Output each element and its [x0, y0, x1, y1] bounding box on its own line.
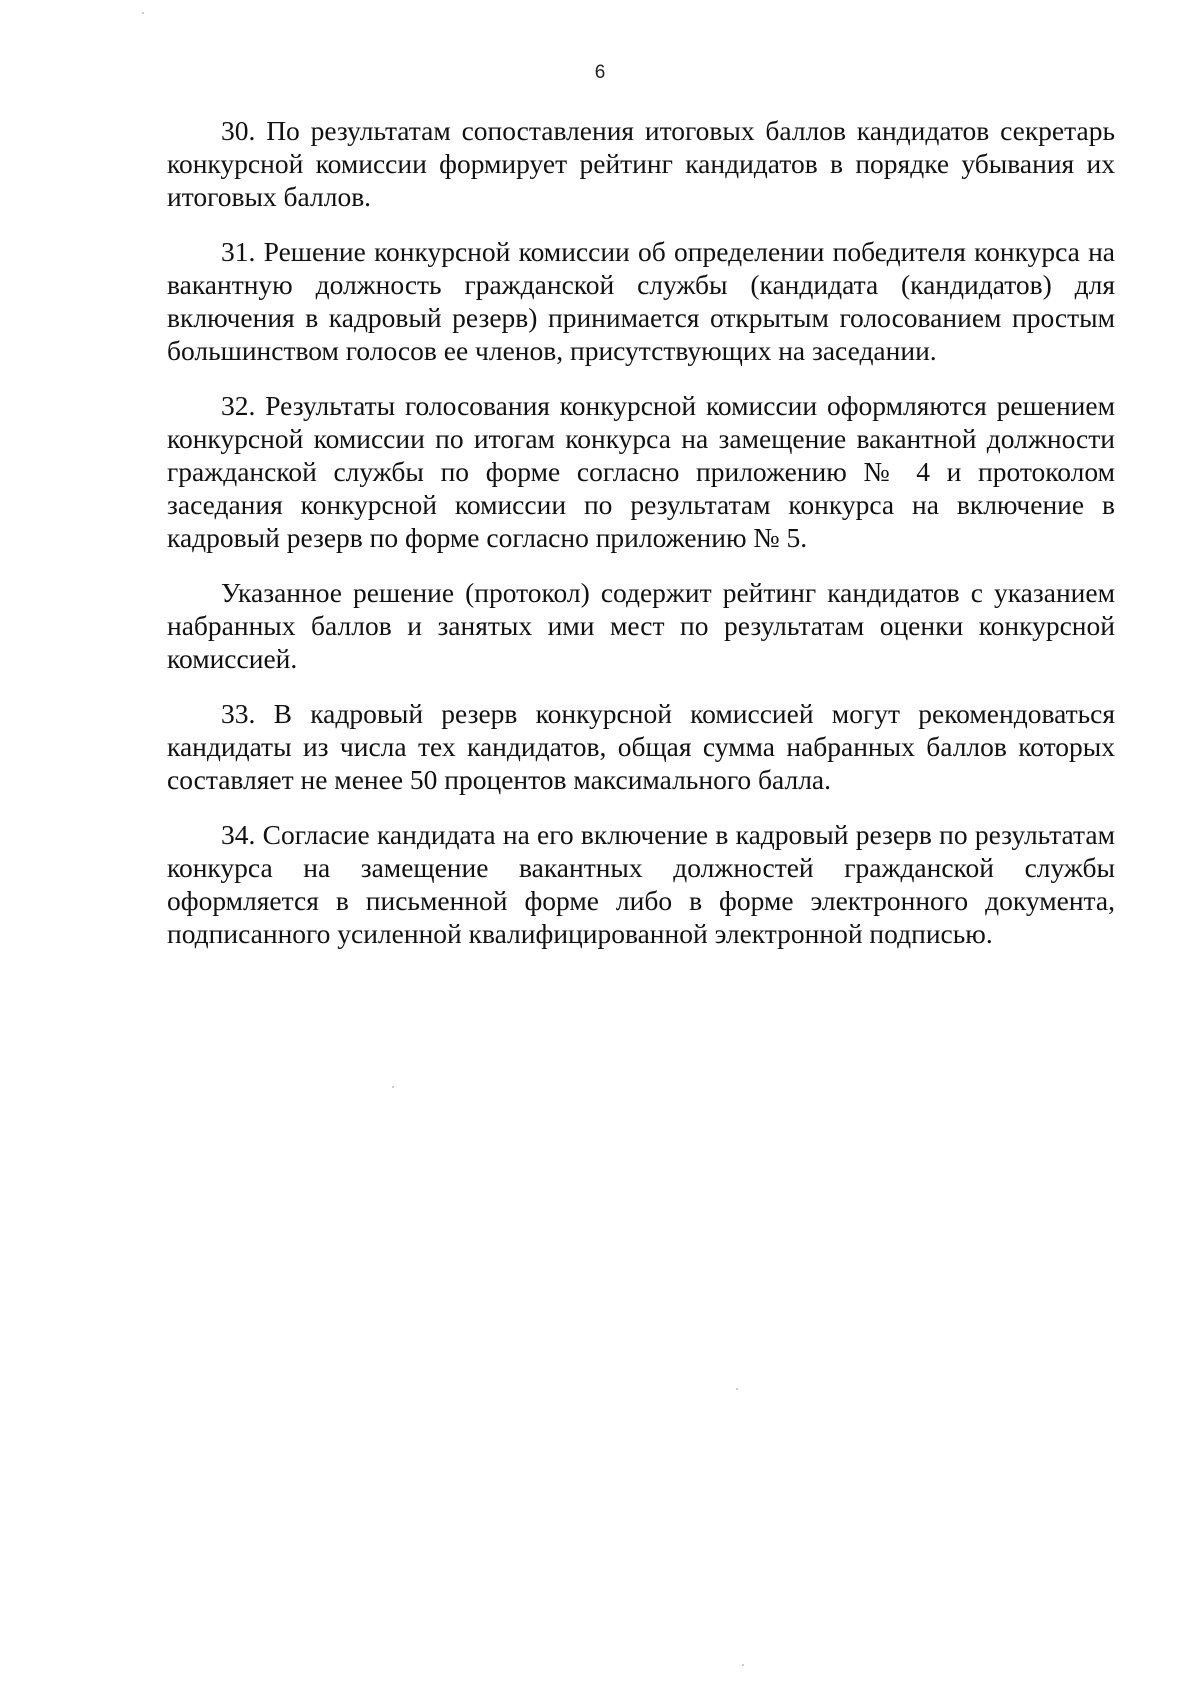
paragraph-30: 30. По результатам сопоставления итоговых баллов кандидатов секретарь конкурсной комиссии формирует рейтинг кандидатов в порядке убывания их итоговых баллов.	[167, 115, 1115, 212]
scan-speck	[742, 1664, 744, 1666]
scan-speck	[392, 1086, 394, 1088]
scan-speck	[142, 12, 144, 14]
paragraph-34: 34. Согласие кандидата на его включение в кадровый резерв по результатам конкурса на замещение вакантных должностей гражданской службы оформляется в письменной форме либо в форме электронного документа, подписанного усиленной квалифицированной электронной подписью.	[167, 819, 1115, 949]
paragraph-33: 33. В кадровый резерв конкурсной комиссией могут рекомендоваться кандидаты из числа тех кандидатов, общая сумма набранных баллов которых составляет не менее 50 процентов максимального балла.	[167, 698, 1115, 795]
scan-speck	[736, 1388, 738, 1390]
paragraph-32-note: Указанное решение (протокол) содержит рейтинг кандидатов с указанием набранных баллов и занятых ими мест по результатам оценки конкурсной комиссией.	[167, 577, 1115, 674]
paragraph-31: 31. Решение конкурсной комиссии об определении победителя конкурса на вакантную должность гражданской службы (кандидата (кандидатов) для включения в кадровый резерв) принимается открытым голосованием простым большинством голосов ее членов, присутствующих на заседании.	[167, 236, 1115, 366]
paragraph-32: 32. Результаты голосования конкурсной комиссии оформляются решением конкурсной комиссии по итогам конкурса на замещение вакантной должности гражданской службы по форме согласно приложению № 4 и протоколом заседания конкурсной комиссии по результатам конкурса на включение в кадровый резерв по форме согласно приложению № 5.	[167, 390, 1115, 553]
page-number: 6	[594, 62, 606, 83]
document-body	[167, 114, 1115, 972]
